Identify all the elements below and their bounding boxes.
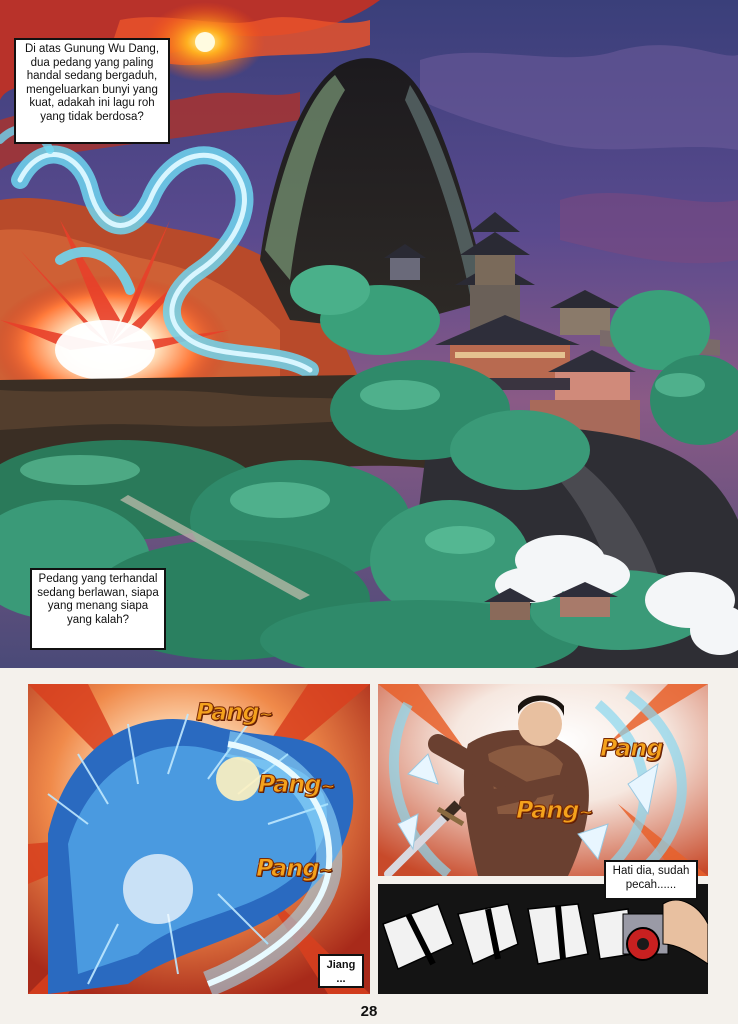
narration-caption-middle: Pedang yang terhandal sedang berlawan, siapa yang menang siapa yang kalah?: [30, 568, 166, 650]
sfx-pang-4: Pang: [600, 734, 663, 762]
dragon-clash-artwork: [28, 684, 370, 994]
narration-caption-jiang: Jiang ...: [318, 954, 364, 988]
sfx-pang-3: Pang~: [256, 854, 333, 882]
swordsman-artwork: [378, 684, 708, 876]
narration-caption-heart-broken: Hati dia, sudah pecah......: [604, 860, 698, 900]
bottom-left-panel-dragon-clash: [28, 684, 370, 994]
page-number: 28: [360, 1003, 378, 1020]
bottom-right-panel-broken-sword: [378, 884, 708, 994]
bottom-right-panel-swordsman: [378, 684, 708, 876]
narration-caption-top: Di atas Gunung Wu Dang, dua pedang yang paling handal sedang bergaduh, mengeluarkan bunyi yang kuat, adakah ini lagu roh yang tidak berdosa?: [14, 38, 170, 144]
sfx-pang-2: Pang~: [258, 770, 335, 798]
sfx-pang-5: Pang~: [516, 796, 593, 824]
sfx-pang-1: Pang~: [196, 698, 273, 726]
broken-sword-artwork: [378, 884, 708, 994]
